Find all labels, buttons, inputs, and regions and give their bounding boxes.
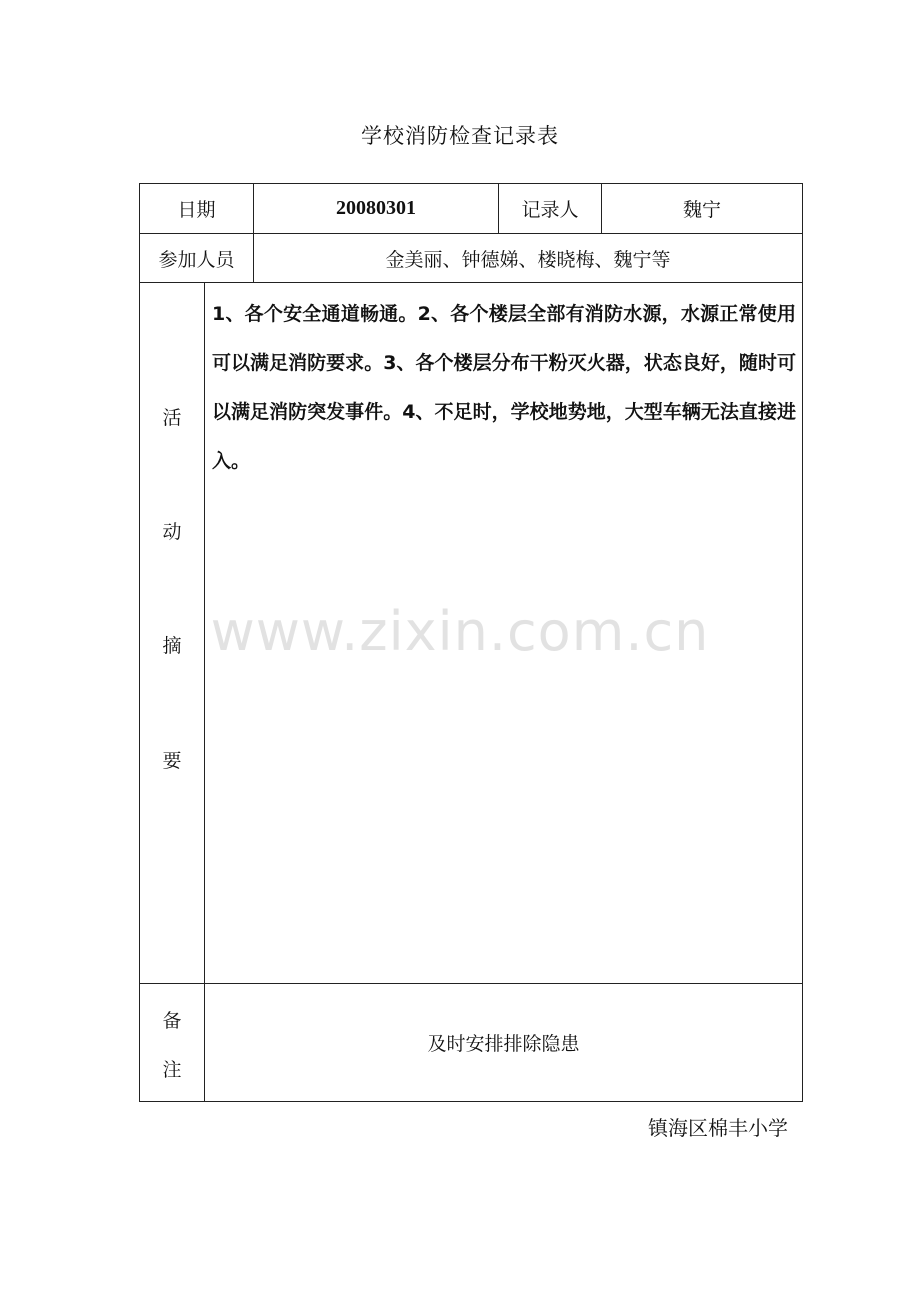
table-border-bottom [139,1101,803,1102]
recorder-value: 魏宁 [682,199,721,221]
date-label: 日期 [177,199,216,221]
summary-label-char: 要 [162,750,182,772]
table-row-divider [139,282,803,283]
summary-label-char: 动 [162,521,182,543]
participants-label: 参加人员 [158,248,235,271]
summary-text: 1、各个安全通道畅通。2、各个楼层全部有消防水源，水源正常使用可以满足消防要求。3、各个楼层分布干粉灭火器，状态良好，随时可以满足消防突发事件。4、不足时，学校地势地，大型车辆无法直接进入。 [212,303,796,472]
date-value: 20080301 [336,197,416,219]
summary-label-char: 摘 [162,635,182,657]
recorder-label: 记录人 [521,199,579,221]
remarks-text: 及时安排排除隐患 [427,1032,580,1055]
participants-value: 金美丽、钟德娣、楼晓梅、魏宁等 [385,248,671,271]
watermark: www.zixin.com.cn [210,600,710,663]
remarks-label-char: 注 [162,1059,182,1081]
page-title: 学校消防检查记录表 [361,124,559,148]
table-row-divider [139,983,803,984]
remarks-label-char: 备 [162,1010,182,1032]
table-col-divider [204,282,205,1102]
summary-label-char: 活 [162,407,182,429]
school-name: 镇海区棉丰小学 [648,1116,788,1140]
